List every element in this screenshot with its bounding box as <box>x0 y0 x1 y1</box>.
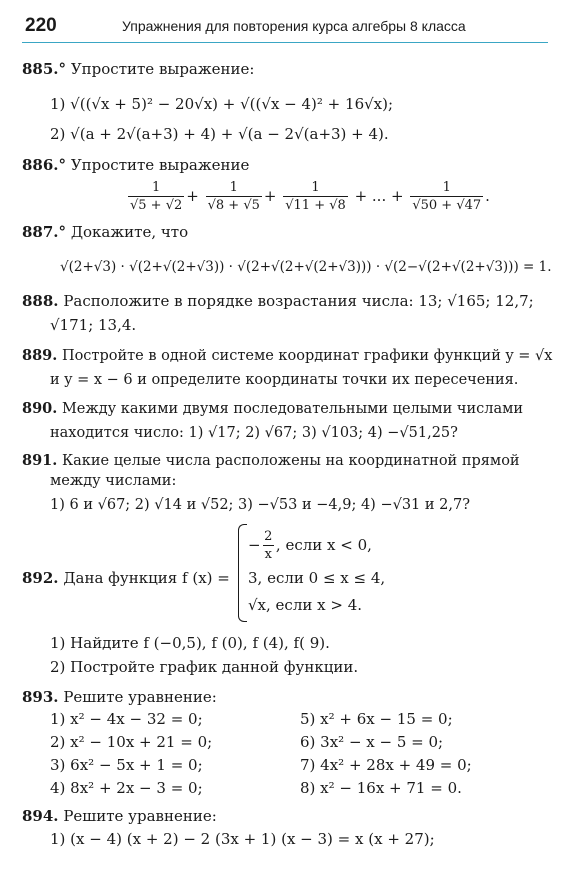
exercise-887-heading <box>22 221 188 243</box>
equation: 3) 6x² − 5x + 1 = 0; <box>50 756 203 774</box>
exercise-891-line-3: 1) 6 и √67; 2) √14 и √52; 3) −√53 и −4,9; 4) −√31 и 2,7? <box>50 497 470 513</box>
exercise-number: 887.° <box>22 223 67 241</box>
exercise-892-heading <box>22 567 230 589</box>
exercise-893-heading <box>22 686 217 708</box>
exercise-888-line-2: √171; 13,4. <box>50 316 137 334</box>
piecewise-case-2: 3, если 0 ≤ x ≤ 4, <box>248 569 386 587</box>
running-title: Упражнения для повторения курса алгебры 8 класса <box>122 18 466 34</box>
page-number: 220 <box>25 15 57 36</box>
exercise-886-heading <box>22 154 249 176</box>
function-notation: f (x) = <box>182 569 230 587</box>
exercise-number: 893. <box>22 688 59 706</box>
exercise-number: 889. <box>22 347 58 364</box>
exercise-885-item-2: 2) √(a + 2√(a+3) + 4) + √(a − 2√(a+3) + 4). <box>50 125 389 143</box>
fraction: $\frac{2}{x}$ <box>264 528 273 562</box>
piecewise-brace <box>238 524 247 622</box>
exercise-number: 894. <box>22 807 59 825</box>
exercise-891-line-1 <box>22 450 520 472</box>
exercise-task: Упростите выражение <box>70 156 250 174</box>
exercise-number: 886.° <box>22 156 67 174</box>
exercise-text: Какие целые числа расположены на координатной прямой <box>61 453 520 469</box>
exercise-task: Дана функция <box>63 569 178 587</box>
exercise-888-line-1 <box>22 290 534 312</box>
exercise-task: Решите уравнение: <box>63 807 217 825</box>
equation: 2) x² − 10x + 21 = 0; <box>50 733 213 751</box>
exercise-number: 891. <box>22 452 58 469</box>
ellipsis: + ... + <box>354 187 404 205</box>
exercise-885-item-1: 1) √((√x + 5)² − 20√x) + √((√x − 4)² + 16√x); <box>50 95 394 113</box>
exercise-894-heading <box>22 805 217 827</box>
equation: 7) 4x² + 28x + 49 = 0; <box>300 756 472 774</box>
equation: 4) 8x² + 2x − 3 = 0; <box>50 779 203 797</box>
exercise-890-line-2: находится число: 1) √17; 2) √67; 3) √103; 4) −√51,25? <box>50 425 458 441</box>
equation: 1) x² − 4x − 32 = 0; <box>50 710 203 728</box>
exercise-number: 890. <box>22 400 58 417</box>
equation: 8) x² − 16x + 71 = 0. <box>300 779 462 797</box>
exercise-text: Между какими двумя последовательными целыми числами <box>61 401 524 417</box>
exercise-number: 892. <box>22 569 59 587</box>
exercise-886-sum: $\frac{1}{√5 + √2}$ + $\frac{1}{√8 + √5}$ + $\frac{1}{√11 + √8}$ + ... + $\frac{1}{√50 + √47}$ . <box>130 179 490 213</box>
exercise-number: 885.° <box>22 60 67 78</box>
equation: 5) x² + 6x − 15 = 0; <box>300 710 453 728</box>
fraction: $\frac{1}{√50 + √47}$ <box>412 179 482 213</box>
piecewise-case-3: √x, если x > 4. <box>248 596 363 614</box>
exercise-885-heading <box>22 58 254 80</box>
page-header <box>22 12 548 43</box>
exercise-890-line-1 <box>22 398 523 420</box>
equation: 6) 3x² − x − 5 = 0; <box>300 733 444 751</box>
exercise-894-item-1: 1) (x − 4) (x + 2) − 2 (3x + 1) (x − 3) = x (x + 27); <box>50 830 435 848</box>
exercise-task: Решите уравнение: <box>63 688 217 706</box>
fraction: $\frac{1}{√8 + √5}$ <box>207 179 260 213</box>
exercise-number: 888. <box>22 292 59 310</box>
fraction: $\frac{1}{√11 + √8}$ <box>285 179 346 213</box>
exercise-task: Докажите, что <box>70 223 189 241</box>
fraction: $\frac{1}{√5 + √2}$ <box>130 179 183 213</box>
exercise-892-question-1: 1) Найдите f (−0,5), f (0), f (4), f( 9). <box>50 634 330 652</box>
exercise-task: Упростите выражение: <box>70 60 255 78</box>
exercise-text: Расположите в порядке возрастания числа: 13; √165; 12,7; <box>63 292 534 310</box>
exercise-889-line-2: и y = x − 6 и определите координаты точки их пересечения. <box>50 372 519 388</box>
exercise-887-expression: √(2+√3) · √(2+√(2+√3)) · √(2+√(2+√(2+√3))) · √(2−√(2+√(2+√3))) = 1. <box>60 259 552 275</box>
exercise-text: Постройте в одной системе координат графики функций y = √x <box>61 348 553 364</box>
exercise-892-question-2: 2) Постройте график данной функции. <box>50 658 359 676</box>
exercise-891-line-2: между числами: <box>50 473 177 489</box>
exercise-889-line-1 <box>22 345 552 367</box>
piecewise-case-1: − $\frac{2}{x}$ , если x < 0, <box>248 528 372 562</box>
